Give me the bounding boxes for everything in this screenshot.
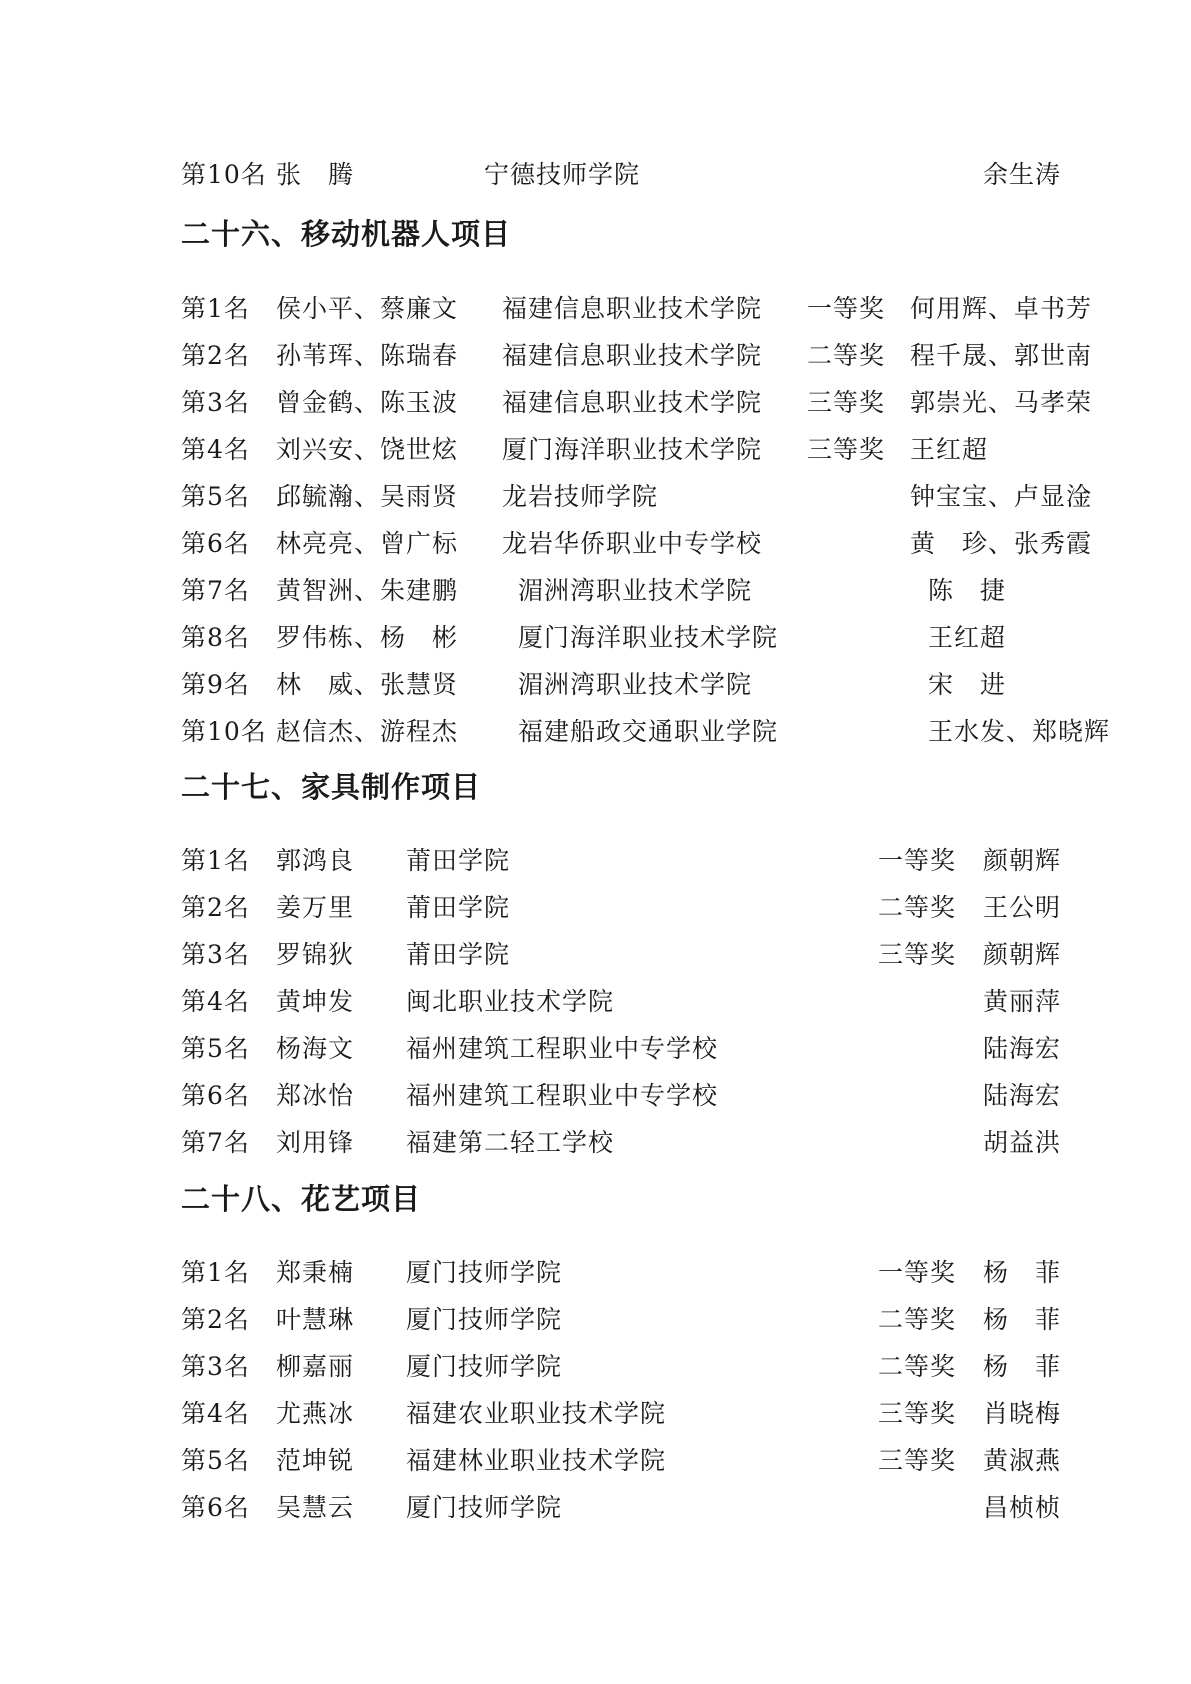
coach-name: 杨 菲	[983, 1305, 1062, 1334]
rank: 第5名	[181, 1034, 250, 1063]
coach-name: 昌桢桢	[983, 1493, 1062, 1522]
school-name: 福建农业职业技术学院	[406, 1399, 667, 1428]
school-name: 龙岩技师学院	[502, 482, 659, 511]
school-name: 闽北职业技术学院	[406, 987, 615, 1016]
coach-name: 王公明	[983, 893, 1062, 922]
school-name: 福建林业职业技术学院	[406, 1446, 667, 1475]
list-item	[0, 1297, 1191, 1343]
school-name: 莆田学院	[406, 846, 511, 875]
award: 二等奖	[878, 893, 957, 922]
contestant-name: 尤燕冰	[276, 1399, 355, 1428]
rank: 第10名	[181, 160, 267, 189]
award: 三等奖	[878, 1446, 957, 1475]
school-name: 龙岩华侨职业中专学校	[502, 529, 763, 558]
contestant-name: 侯小平、蔡廉文	[276, 294, 459, 323]
section-heading: 二十七、家具制作项目	[181, 770, 482, 804]
coach-name: 胡益洪	[983, 1128, 1062, 1157]
list-item	[0, 709, 1191, 755]
contestant-name: 郑冰怡	[276, 1081, 355, 1110]
coach-name: 杨 菲	[983, 1258, 1062, 1287]
coach-name: 王红超	[928, 623, 1007, 652]
school-name: 福建信息职业技术学院	[502, 341, 763, 370]
section-heading: 二十六、移动机器人项目	[181, 217, 512, 251]
rank: 第7名	[181, 1128, 250, 1157]
school-name: 厦门技师学院	[406, 1352, 563, 1381]
school-name: 湄洲湾职业技术学院	[518, 576, 753, 605]
contestant-name: 邱毓瀚、吴雨贤	[276, 482, 459, 511]
contestant-name: 杨海文	[276, 1034, 355, 1063]
list-item	[0, 662, 1191, 708]
contestant-name: 吴慧云	[276, 1493, 355, 1522]
award: 一等奖	[878, 1258, 957, 1287]
list-item	[0, 1026, 1191, 1072]
contestant-name: 张 腾	[276, 160, 355, 189]
rank: 第2名	[181, 341, 250, 370]
award: 三等奖	[807, 388, 886, 417]
coach-name: 王水发、郑晓辉	[928, 717, 1111, 746]
rank: 第6名	[181, 1493, 250, 1522]
rank: 第10名	[181, 717, 267, 746]
coach-name: 钟宝宝、卢显淦	[910, 482, 1093, 511]
list-item	[0, 979, 1191, 1025]
school-name: 莆田学院	[406, 893, 511, 922]
list-item	[0, 474, 1191, 520]
school-name: 厦门海洋职业技术学院	[502, 435, 763, 464]
list-item	[0, 333, 1191, 379]
list-item	[0, 932, 1191, 978]
list-item	[0, 1438, 1191, 1484]
section-heading: 二十八、花艺项目	[181, 1182, 422, 1216]
rank: 第3名	[181, 1352, 250, 1381]
school-name: 宁德技师学院	[484, 160, 641, 189]
coach-name: 陆海宏	[983, 1081, 1062, 1110]
school-name: 福建船政交通职业学院	[518, 717, 779, 746]
award: 二等奖	[878, 1305, 957, 1334]
coach-name: 王红超	[910, 435, 989, 464]
coach-name: 黄丽萍	[983, 987, 1062, 1016]
list-item	[0, 885, 1191, 931]
school-name: 莆田学院	[406, 940, 511, 969]
school-name: 厦门技师学院	[406, 1493, 563, 1522]
rank: 第1名	[181, 1258, 250, 1287]
school-name: 湄洲湾职业技术学院	[518, 670, 753, 699]
school-name: 厦门技师学院	[406, 1305, 563, 1334]
school-name: 福建第二轻工学校	[406, 1128, 615, 1157]
coach-name: 陆海宏	[983, 1034, 1062, 1063]
rank: 第2名	[181, 893, 250, 922]
contestant-name: 黄智洲、朱建鹏	[276, 576, 459, 605]
list-item	[0, 427, 1191, 473]
contestant-name: 叶慧琳	[276, 1305, 355, 1334]
coach-name: 何用辉、卓书芳	[910, 294, 1093, 323]
contestant-name: 林 威、张慧贤	[276, 670, 459, 699]
coach-name: 程千晟、郭世南	[910, 341, 1093, 370]
rank: 第2名	[181, 1305, 250, 1334]
list-item	[0, 1250, 1191, 1296]
coach-name: 余生涛	[983, 160, 1062, 189]
list-item	[0, 1073, 1191, 1119]
coach-name: 颜朝辉	[983, 846, 1062, 875]
list-item	[0, 1485, 1191, 1531]
list-item	[0, 838, 1191, 884]
rank: 第4名	[181, 435, 250, 464]
school-name: 厦门海洋职业技术学院	[518, 623, 779, 652]
rank: 第1名	[181, 294, 250, 323]
award: 三等奖	[807, 435, 886, 464]
list-item	[0, 286, 1191, 332]
award: 三等奖	[878, 1399, 957, 1428]
contestant-name: 刘用锋	[276, 1128, 355, 1157]
school-name: 福州建筑工程职业中专学校	[406, 1081, 719, 1110]
list-item	[0, 521, 1191, 567]
rank: 第4名	[181, 987, 250, 1016]
coach-name: 陈 捷	[928, 576, 1007, 605]
rank: 第6名	[181, 529, 250, 558]
contestant-name: 刘兴安、饶世炫	[276, 435, 459, 464]
coach-name: 黄淑燕	[983, 1446, 1062, 1475]
contestant-name: 郭鸿良	[276, 846, 355, 875]
award: 一等奖	[878, 846, 957, 875]
school-name: 福建信息职业技术学院	[502, 294, 763, 323]
list-item	[0, 380, 1191, 426]
coach-name: 郭崇光、马孝荣	[910, 388, 1093, 417]
rank: 第4名	[181, 1399, 250, 1428]
contestant-name: 姜万里	[276, 893, 355, 922]
rank: 第3名	[181, 940, 250, 969]
list-item	[0, 615, 1191, 661]
school-name: 厦门技师学院	[406, 1258, 563, 1287]
contestant-name: 范坤锐	[276, 1446, 355, 1475]
rank: 第1名	[181, 846, 250, 875]
coach-name: 颜朝辉	[983, 940, 1062, 969]
school-name: 福州建筑工程职业中专学校	[406, 1034, 719, 1063]
coach-name: 宋 进	[928, 670, 1007, 699]
coach-name: 肖晓梅	[983, 1399, 1062, 1428]
list-item	[0, 1120, 1191, 1166]
award: 三等奖	[878, 940, 957, 969]
rank: 第6名	[181, 1081, 250, 1110]
list-item	[0, 1344, 1191, 1390]
rank: 第7名	[181, 576, 250, 605]
contestant-name: 曾金鹤、陈玉波	[276, 388, 459, 417]
rank: 第8名	[181, 623, 250, 652]
award: 一等奖	[807, 294, 886, 323]
contestant-name: 罗伟栋、杨 彬	[276, 623, 459, 652]
school-name: 福建信息职业技术学院	[502, 388, 763, 417]
list-item	[0, 152, 1191, 198]
rank: 第5名	[181, 482, 250, 511]
contestant-name: 黄坤发	[276, 987, 355, 1016]
award: 二等奖	[878, 1352, 957, 1381]
award: 二等奖	[807, 341, 886, 370]
rank: 第5名	[181, 1446, 250, 1475]
list-item	[0, 1391, 1191, 1437]
rank: 第9名	[181, 670, 250, 699]
list-item	[0, 568, 1191, 614]
rank: 第3名	[181, 388, 250, 417]
contestant-name: 罗锦狄	[276, 940, 355, 969]
coach-name: 黄 珍、张秀霞	[910, 529, 1093, 558]
coach-name: 杨 菲	[983, 1352, 1062, 1381]
contestant-name: 林亮亮、曾广标	[276, 529, 459, 558]
contestant-name: 柳嘉丽	[276, 1352, 355, 1381]
contestant-name: 孙苇珲、陈瑞春	[276, 341, 459, 370]
contestant-name: 赵信杰、游程杰	[276, 717, 459, 746]
contestant-name: 郑秉楠	[276, 1258, 355, 1287]
